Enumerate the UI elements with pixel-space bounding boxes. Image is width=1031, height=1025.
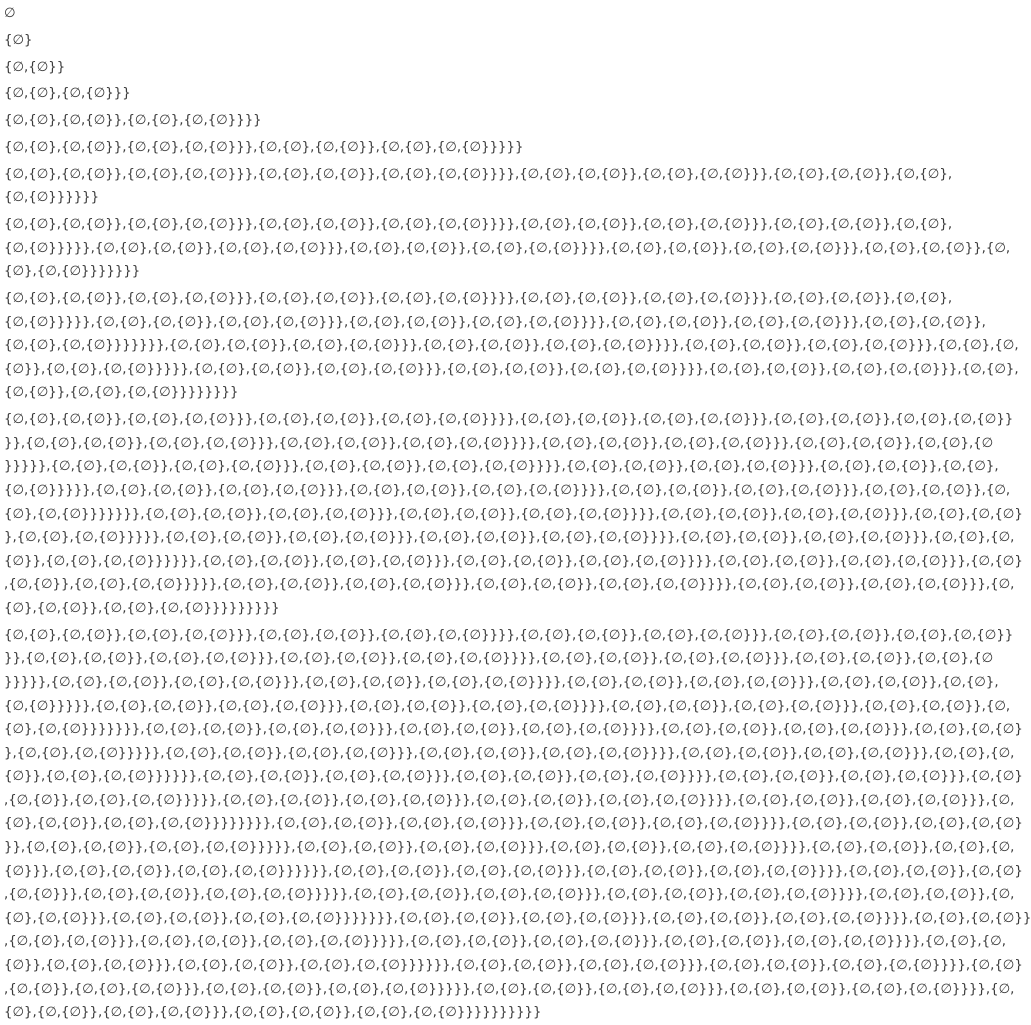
ordinal-7-line-0: {∅,{∅},{∅,{∅}},{∅,{∅},{∅,{∅}}},{∅,{∅},{∅,{∅}},{∅,{∅},{∅,{∅}}}},{∅,{∅},{∅,{∅}},{∅,{∅},{∅,{∅}}},{∅,{∅},{∅,{∅}},{∅,{∅},: [4, 217, 953, 233]
ordinal-10-line-1: }},{∅,{∅},{∅,{∅}},{∅,{∅},{∅,{∅}}},{∅,{∅},{∅,{∅}},{∅,{∅},{∅,{∅}}}},{∅,{∅},{∅,{∅}},{∅,{∅},{∅,{∅}}},{∅,{∅},{∅,{∅}},{∅,{∅},{∅: [4, 651, 994, 667]
document-page: [4, 2, 1031, 1021]
ordinal-4-line-0: {∅,{∅},{∅,{∅}},{∅,{∅},{∅,{∅}}}}: [4, 113, 262, 129]
ordinal-5-line-0: {∅,{∅},{∅,{∅}},{∅,{∅},{∅,{∅}}},{∅,{∅},{∅,{∅}},{∅,{∅},{∅,{∅}}}}}: [4, 139, 524, 155]
ordinal-10-line-2: }}}}},{∅,{∅},{∅,{∅}},{∅,{∅},{∅,{∅}}},{∅,{∅},{∅,{∅}},{∅,{∅},{∅,{∅}}}},{∅,{∅},{∅,{∅}},{∅,{∅},{∅,{∅}}},{∅,{∅},{∅,{∅}},{∅,{∅},: [4, 674, 999, 690]
ordinal-8-line-4: {∅,{∅}},{∅,{∅},{∅,{∅}}}}}}}}: [4, 385, 239, 401]
ordinal-10-line-13: ,{∅,{∅},{∅,{∅}}},{∅,{∅},{∅,{∅}},{∅,{∅},{∅,{∅}}}}},{∅,{∅},{∅,{∅}},{∅,{∅},{∅,{∅}}},{∅,{∅},{∅,{∅}},{∅,{∅},{∅,{∅}}}},{∅,{∅},{∅,: [4, 934, 1006, 950]
ordinal-8-line-3: {∅}},{∅,{∅},{∅,{∅}}}}},{∅,{∅},{∅,{∅}},{∅,{∅},{∅,{∅}}},{∅,{∅},{∅,{∅}},{∅,{∅},{∅,{∅}}}},{∅,{∅},{∅,{∅}},{∅,{∅},{∅,{∅}}},{∅,{∅},: [4, 361, 1019, 377]
ordinal-9-line-4: {∅},{∅,{∅}}}}}}},{∅,{∅},{∅,{∅}},{∅,{∅},{∅,{∅}}},{∅,{∅},{∅,{∅}},{∅,{∅},{∅,{∅}}}},{∅,{∅},{∅,{∅}},{∅,{∅},{∅,{∅}}},{∅,{∅},{∅,{∅}: [4, 506, 1023, 522]
ordinal-10-line-15: ,{∅,{∅}},{∅,{∅},{∅,{∅}}},{∅,{∅},{∅,{∅}},{∅,{∅},{∅,{∅}}}}},{∅,{∅},{∅,{∅}},{∅,{∅},{∅,{∅}}},{∅,{∅},{∅,{∅}},{∅,{∅},{∅,{∅}}}},{∅,: [4, 981, 1015, 997]
ordinal-10-line-4: {∅},{∅,{∅}}}}}}},{∅,{∅},{∅,{∅}},{∅,{∅},{∅,{∅}}},{∅,{∅},{∅,{∅}},{∅,{∅},{∅,{∅}}}},{∅,{∅},{∅,{∅}},{∅,{∅},{∅,{∅}}},{∅,{∅},{∅,{∅}: [4, 722, 1023, 738]
ordinal-6-line-1: {∅,{∅}}}}}}: [4, 190, 100, 206]
ordinal-7-line-1: {∅,{∅}}}}},{∅,{∅},{∅,{∅}},{∅,{∅},{∅,{∅}}},{∅,{∅},{∅,{∅}},{∅,{∅},{∅,{∅}}}},{∅,{∅},{∅,{∅}},{∅,{∅},{∅,{∅}}},{∅,{∅},{∅,{∅}},{∅,: [4, 240, 1011, 256]
ordinal-2-line-0: {∅,{∅}}: [4, 59, 66, 75]
ordinal-8-line-1: {∅,{∅}}}}},{∅,{∅},{∅,{∅}},{∅,{∅},{∅,{∅}}},{∅,{∅},{∅,{∅}},{∅,{∅},{∅,{∅}}}},{∅,{∅},{∅,{∅}},{∅,{∅},{∅,{∅}}},{∅,{∅},{∅,{∅}},: [4, 314, 986, 330]
ordinal-10-line-10: {∅}}},{∅,{∅},{∅,{∅}},{∅,{∅},{∅,{∅}}}}}},{∅,{∅},{∅,{∅}},{∅,{∅},{∅,{∅}}},{∅,{∅},{∅,{∅}},{∅,{∅},{∅,{∅}}}},{∅,{∅},{∅,{∅}},{∅,{∅}: [4, 863, 1023, 879]
ordinal-9-line-3: {∅,{∅}}}}},{∅,{∅},{∅,{∅}},{∅,{∅},{∅,{∅}}},{∅,{∅},{∅,{∅}},{∅,{∅},{∅,{∅}}}},{∅,{∅},{∅,{∅}},{∅,{∅},{∅,{∅}}},{∅,{∅},{∅,{∅}},{∅,: [4, 482, 1011, 498]
ordinal-10-line-8: {∅},{∅,{∅}},{∅,{∅},{∅,{∅}}}}}}}},{∅,{∅},{∅,{∅}},{∅,{∅},{∅,{∅}}},{∅,{∅},{∅,{∅}},{∅,{∅},{∅,{∅}}}},{∅,{∅},{∅,{∅}},{∅,{∅},{∅,{∅}: [4, 816, 1023, 832]
ordinal-10-line-11: ,{∅,{∅}}},{∅,{∅},{∅,{∅}},{∅,{∅},{∅,{∅}}}}},{∅,{∅},{∅,{∅}},{∅,{∅},{∅,{∅}}},{∅,{∅},{∅,{∅}},{∅,{∅},{∅,{∅}}}},{∅,{∅},{∅,{∅}},{∅,: [4, 887, 1015, 903]
ordinal-10-line-9: }},{∅,{∅},{∅,{∅}},{∅,{∅},{∅,{∅}}}}},{∅,{∅},{∅,{∅}},{∅,{∅},{∅,{∅}}},{∅,{∅},{∅,{∅}},{∅,{∅},{∅,{∅}}}},{∅,{∅},{∅,{∅}},{∅,{∅},{∅,: [4, 840, 1015, 856]
ordinal-10-line-0: {∅,{∅},{∅,{∅}},{∅,{∅},{∅,{∅}}},{∅,{∅},{∅,{∅}},{∅,{∅},{∅,{∅}}}},{∅,{∅},{∅,{∅}},{∅,{∅},{∅,{∅}}},{∅,{∅},{∅,{∅}},{∅,{∅},{∅,{∅}}: [4, 627, 1014, 643]
ordinal-9-line-7: ,{∅,{∅}},{∅,{∅},{∅,{∅}}}}},{∅,{∅},{∅,{∅}},{∅,{∅},{∅,{∅}}},{∅,{∅},{∅,{∅}},{∅,{∅},{∅,{∅}}}},{∅,{∅},{∅,{∅}},{∅,{∅},{∅,{∅}}},{∅,: [4, 577, 1015, 593]
ordinal-10-line-7: ,{∅,{∅}},{∅,{∅},{∅,{∅}}}}},{∅,{∅},{∅,{∅}},{∅,{∅},{∅,{∅}}},{∅,{∅},{∅,{∅}},{∅,{∅},{∅,{∅}}}},{∅,{∅},{∅,{∅}},{∅,{∅},{∅,{∅}}},{∅,: [4, 792, 1015, 808]
ordinal-10-line-12: {∅},{∅,{∅}}},{∅,{∅},{∅,{∅}},{∅,{∅},{∅,{∅}}}}}}},{∅,{∅},{∅,{∅}},{∅,{∅},{∅,{∅}}},{∅,{∅},{∅,{∅}},{∅,{∅},{∅,{∅}}}},{∅,{∅},{∅,{∅}}: [4, 910, 1031, 926]
ordinal-10-line-16: {∅},{∅,{∅}},{∅,{∅},{∅,{∅}}},{∅,{∅},{∅,{∅}},{∅,{∅},{∅,{∅}}}}}}}}}}: [4, 1005, 542, 1021]
ordinal-3-line-0: {∅,{∅},{∅,{∅}}}: [4, 86, 131, 102]
ordinal-9-line-8: {∅},{∅,{∅}},{∅,{∅},{∅,{∅}}}}}}}}}: [4, 600, 280, 616]
ordinal-10-line-14: {∅}},{∅,{∅},{∅,{∅}}},{∅,{∅},{∅,{∅}},{∅,{∅},{∅,{∅}}}}}},{∅,{∅},{∅,{∅}},{∅,{∅},{∅,{∅}}},{∅,{∅},{∅,{∅}},{∅,{∅},{∅,{∅}}}},{∅,{∅}: [4, 958, 1023, 974]
ordinal-9-line-5: },{∅,{∅},{∅,{∅}}}}},{∅,{∅},{∅,{∅}},{∅,{∅},{∅,{∅}}},{∅,{∅},{∅,{∅}},{∅,{∅},{∅,{∅}}}},{∅,{∅},{∅,{∅}},{∅,{∅},{∅,{∅}}},{∅,{∅},{∅,: [4, 530, 1015, 546]
ordinal-9-line-0: {∅,{∅},{∅,{∅}},{∅,{∅},{∅,{∅}}},{∅,{∅},{∅,{∅}},{∅,{∅},{∅,{∅}}}},{∅,{∅},{∅,{∅}},{∅,{∅},{∅,{∅}}},{∅,{∅},{∅,{∅}},{∅,{∅},{∅,{∅}}: [4, 412, 1014, 428]
ordinal-9-line-1: }},{∅,{∅},{∅,{∅}},{∅,{∅},{∅,{∅}}},{∅,{∅},{∅,{∅}},{∅,{∅},{∅,{∅}}}},{∅,{∅},{∅,{∅}},{∅,{∅},{∅,{∅}}},{∅,{∅},{∅,{∅}},{∅,{∅},{∅: [4, 435, 994, 451]
ordinal-7-line-2: {∅},{∅,{∅}}}}}}}: [4, 264, 141, 280]
ordinal-1-line-0: {∅}: [4, 32, 33, 48]
ordinal-9-line-6: {∅}},{∅,{∅},{∅,{∅}}}}}},{∅,{∅},{∅,{∅}},{∅,{∅},{∅,{∅}}},{∅,{∅},{∅,{∅}},{∅,{∅},{∅,{∅}}}},{∅,{∅},{∅,{∅}},{∅,{∅},{∅,{∅}}},{∅,{∅}: [4, 553, 1023, 569]
ordinal-6-line-0: {∅,{∅},{∅,{∅}},{∅,{∅},{∅,{∅}}},{∅,{∅},{∅,{∅}},{∅,{∅},{∅,{∅}}}},{∅,{∅},{∅,{∅}},{∅,{∅},{∅,{∅}}},{∅,{∅},{∅,{∅}},{∅,{∅},: [4, 166, 953, 182]
ordinal-10-line-3: {∅,{∅}}}}},{∅,{∅},{∅,{∅}},{∅,{∅},{∅,{∅}}},{∅,{∅},{∅,{∅}},{∅,{∅},{∅,{∅}}}},{∅,{∅},{∅,{∅}},{∅,{∅},{∅,{∅}}},{∅,{∅},{∅,{∅}},{∅,: [4, 698, 1011, 714]
ordinal-10-line-5: },{∅,{∅},{∅,{∅}}}}},{∅,{∅},{∅,{∅}},{∅,{∅},{∅,{∅}}},{∅,{∅},{∅,{∅}},{∅,{∅},{∅,{∅}}}},{∅,{∅},{∅,{∅}},{∅,{∅},{∅,{∅}}},{∅,{∅},{∅,: [4, 745, 1015, 761]
von-neumann-ordinals-text: [4, 2, 1031, 1025]
ordinal-8-line-0: {∅,{∅},{∅,{∅}},{∅,{∅},{∅,{∅}}},{∅,{∅},{∅,{∅}},{∅,{∅},{∅,{∅}}}},{∅,{∅},{∅,{∅}},{∅,{∅},{∅,{∅}}},{∅,{∅},{∅,{∅}},{∅,{∅},: [4, 291, 953, 307]
ordinal-8-line-2: {∅,{∅},{∅,{∅}}}}}}},{∅,{∅},{∅,{∅}},{∅,{∅},{∅,{∅}}},{∅,{∅},{∅,{∅}},{∅,{∅},{∅,{∅}}}},{∅,{∅},{∅,{∅}},{∅,{∅},{∅,{∅}}},{∅,{∅},{∅,: [4, 338, 1019, 354]
ordinal-10-line-6: {∅}},{∅,{∅},{∅,{∅}}}}}},{∅,{∅},{∅,{∅}},{∅,{∅},{∅,{∅}}},{∅,{∅},{∅,{∅}},{∅,{∅},{∅,{∅}}}},{∅,{∅},{∅,{∅}},{∅,{∅},{∅,{∅}}},{∅,{∅}: [4, 769, 1023, 785]
ordinal-9-line-2: }}}}},{∅,{∅},{∅,{∅}},{∅,{∅},{∅,{∅}}},{∅,{∅},{∅,{∅}},{∅,{∅},{∅,{∅}}}},{∅,{∅},{∅,{∅}},{∅,{∅},{∅,{∅}}},{∅,{∅},{∅,{∅}},{∅,{∅},: [4, 459, 999, 475]
ordinal-0-line-0: ∅: [4, 6, 16, 21]
